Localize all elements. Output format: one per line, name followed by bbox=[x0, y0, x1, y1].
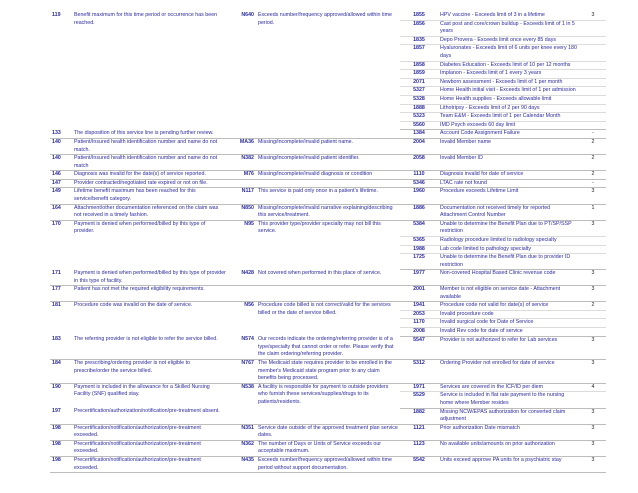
edit-description: Newborn assessment - Exceeds limit of 1 per month bbox=[438, 78, 580, 87]
edit-description: Non-covered Hospital Based Clinic revenue code bbox=[438, 270, 580, 286]
table-row bbox=[50, 302, 606, 311]
category-value bbox=[580, 61, 606, 70]
edit-description: Invalid Member ID bbox=[438, 155, 580, 171]
table-row bbox=[50, 171, 606, 180]
rarc-description: Missing/incomplete/invalid patient name. bbox=[256, 138, 400, 154]
category-value bbox=[580, 328, 606, 337]
rarc-code: N428 bbox=[228, 270, 256, 286]
carc-code: 146 bbox=[50, 171, 72, 180]
edit-description: Invalid procedure code bbox=[438, 310, 580, 319]
rarc-code: N640 bbox=[241, 12, 254, 18]
rarc-description bbox=[256, 179, 400, 188]
carc-description: The disposition of this service line is pending further review. bbox=[72, 130, 228, 139]
category-value bbox=[580, 104, 606, 113]
edit-code: 5365 bbox=[400, 237, 438, 246]
edit-description: No available units/amounts on prior authorization bbox=[438, 440, 580, 456]
carc-code: 147 bbox=[50, 179, 72, 188]
edit-code: 1725 bbox=[400, 254, 438, 270]
edit-description: Unable to determine the Benefit Plan due to provider ID restriction bbox=[438, 254, 580, 270]
rarc-description: Missing/incomplete/invalid patient identifier. bbox=[256, 155, 400, 171]
category-value: 3 bbox=[580, 359, 606, 383]
category-value: 3 bbox=[580, 286, 606, 302]
edit-code: 5547 bbox=[400, 336, 438, 359]
rarc-code: M76 bbox=[228, 171, 256, 180]
edit-description: Team E&M - Exceeds limit of 1 per Calendar Month bbox=[438, 113, 580, 122]
table-row bbox=[50, 383, 606, 392]
rarc-code: N117 bbox=[228, 188, 256, 204]
category-value bbox=[580, 121, 606, 130]
carc-description: Procedure code was invalid on the date of service. bbox=[74, 302, 193, 309]
carc-description: Precertification/notification/authorization/pre-treatment exceeded. bbox=[72, 457, 228, 473]
rarc-description: Service date outside of the approved treatment plan service dates. bbox=[256, 424, 400, 440]
category-value: 2 bbox=[580, 138, 606, 154]
carc-description: The prescribing/ordering provider is not eligible to prescribe/order the service billed. bbox=[72, 359, 228, 383]
carc-code: 198 bbox=[50, 440, 72, 456]
table-row bbox=[50, 220, 606, 236]
carc-code: 198 bbox=[50, 424, 72, 440]
category-value bbox=[580, 45, 606, 61]
edit-description: Missing NCW/EPAS authorization for converted claim adjustment bbox=[438, 408, 580, 424]
carc-description: Provider contracted/negotiated rate expired or not on file. bbox=[72, 179, 228, 188]
category-value bbox=[580, 392, 606, 408]
category-value: 2 bbox=[580, 171, 606, 180]
carc-code: 183 bbox=[50, 336, 72, 359]
carc-description: Precertification/authorization/notification/pre-treatment absent. bbox=[72, 408, 228, 424]
category-value bbox=[580, 87, 606, 96]
rarc-description bbox=[256, 286, 400, 302]
category-value bbox=[580, 78, 606, 87]
carc-description: Lifetime benefit maximum has been reached for this service/benefit category. bbox=[72, 188, 228, 204]
carc-description: Patient/Insured health identification number and name do not match bbox=[72, 155, 228, 171]
edit-description: IMD Psych exceeds 60 day limit bbox=[438, 121, 580, 130]
rarc-code: N435 bbox=[228, 457, 256, 473]
category-value: 2 bbox=[580, 302, 606, 311]
carc-code: 140 bbox=[50, 138, 72, 154]
edit-description: Implanon - Exceeds limit of 1 every 3 years bbox=[438, 70, 580, 79]
carc-description: Diagnosis was invalid for the date(s) of service reported. bbox=[72, 171, 228, 180]
edit-code: 1960 bbox=[400, 188, 438, 204]
table-row bbox=[50, 270, 606, 286]
category-value: 3 bbox=[580, 188, 606, 204]
category-value bbox=[580, 20, 606, 36]
table-row bbox=[50, 188, 606, 204]
rarc-code: N56 bbox=[244, 302, 254, 309]
table-row bbox=[50, 138, 606, 154]
edit-description: Invalid surgical code for Date of Service bbox=[438, 319, 580, 328]
carc-code: 119 bbox=[52, 12, 61, 18]
carc-code: 149 bbox=[50, 188, 72, 204]
edit-code: 1170 bbox=[400, 319, 438, 328]
edit-code: 1121 bbox=[400, 424, 438, 440]
edit-code: 5328 bbox=[400, 95, 438, 104]
table-row bbox=[50, 424, 606, 440]
edit-code: 1941 bbox=[400, 302, 438, 311]
rarc-code: N95 bbox=[244, 220, 254, 227]
edit-description: Procedure exceeds Lifetime Limit bbox=[438, 188, 580, 204]
category-value: 3 bbox=[580, 220, 606, 236]
edit-description: Services are covered in the ICF/ID per diem bbox=[438, 383, 580, 392]
edit-description: Provider is not authorized to refer for Lab services bbox=[438, 336, 580, 359]
rarc-code: N382 bbox=[228, 155, 256, 171]
edit-code: 2004 bbox=[400, 138, 438, 154]
carc-description: Precertification/notification/authorization/pre-treatment exceeded. bbox=[72, 424, 228, 440]
carc-description: Payment is denied when performed/billed by this type of provider in this type of facility. bbox=[72, 270, 228, 286]
edit-description: Home Health supplies - Exceeds allowable limit bbox=[438, 95, 580, 104]
edit-code: 2008 bbox=[400, 328, 438, 337]
carc-code: 181 bbox=[52, 302, 61, 309]
edit-code: 1988 bbox=[400, 245, 438, 254]
carc-description: The referring provider is not eligible to refer the service billed. bbox=[72, 336, 228, 359]
category-value: 3 bbox=[580, 440, 606, 456]
edit-description: Lab code limited to pathology specialty bbox=[438, 245, 580, 254]
rarc-description: Missing/incomplete/invalid narrative explaining/describing this service/treatment. bbox=[256, 204, 400, 220]
rarc-description: This service is paid only once in a patient's lifetime. bbox=[256, 188, 400, 204]
edit-description: Diabetes Education - Exceeds limit of 10 per 12 months bbox=[438, 61, 580, 70]
carc-description: Patient has not met the required eligibility requirements. bbox=[72, 286, 228, 302]
edit-code: 1856 bbox=[400, 20, 438, 36]
category-value: 3 bbox=[580, 457, 606, 473]
denial-codes-table bbox=[50, 12, 606, 473]
rarc-description: Missing/incomplete/invalid diagnosis or condition bbox=[256, 171, 400, 180]
edit-description: Account Code Assignment Failure bbox=[438, 130, 580, 139]
category-value bbox=[580, 319, 606, 328]
edit-description: Member is not eligible on service date - Attachment available bbox=[438, 286, 580, 302]
table-row bbox=[50, 359, 606, 383]
rarc-code: N767 bbox=[228, 359, 256, 383]
category-value: 4 bbox=[580, 383, 606, 392]
carc-code: 177 bbox=[50, 286, 72, 302]
rarc-description: Procedure code billed is not correct/valid for the services billed or the date of service billed. bbox=[258, 302, 391, 316]
table-row bbox=[50, 204, 606, 220]
rarc-code: N362 bbox=[228, 440, 256, 456]
table-body bbox=[50, 12, 606, 473]
rarc-description: Exceeds number/frequency approved/allowed within time period without support documentation. bbox=[256, 457, 400, 473]
rarc-description: The Medicaid state requires provider to be enrolled in the member's Medicaid state program prior to any claim benefits being processed. bbox=[256, 359, 400, 383]
edit-description: Cast post and core/crown buildup - Exceeds limit of 1 in 5 years bbox=[438, 20, 580, 36]
category-value bbox=[580, 95, 606, 104]
edit-description: Ordering Provider not enrolled for date of service bbox=[438, 359, 580, 383]
edit-code: 1123 bbox=[400, 440, 438, 456]
rarc-code: N850 bbox=[228, 204, 256, 220]
rarc-code: MA36 bbox=[228, 138, 256, 154]
rarc-description: Our records indicate the ordering/referring provider is of a type/specialty that cannot order or refer. Please verify that the claim ordering/referring provider. bbox=[256, 336, 400, 359]
rarc-code: N538 bbox=[241, 383, 254, 390]
edit-code: 1858 bbox=[400, 61, 438, 70]
edit-code: 1859 bbox=[400, 70, 438, 79]
table-row bbox=[50, 12, 606, 20]
rarc-description bbox=[256, 408, 400, 424]
edit-description: LTAC rate not found bbox=[438, 179, 580, 188]
carc-description: Attachment/other documentation referenced on the claim was not received in a timely fashion. bbox=[72, 204, 228, 220]
edit-description: Diagnosis invalid for date of service bbox=[438, 171, 580, 180]
category-value: 1 bbox=[580, 204, 606, 220]
rarc-description bbox=[256, 130, 400, 139]
edit-description: Units exceed approve PA units for a psychiatric stay bbox=[438, 457, 580, 473]
edit-code: 5312 bbox=[400, 359, 438, 383]
edit-code: 2058 bbox=[400, 155, 438, 171]
category-value: 3 bbox=[580, 12, 606, 20]
table-row bbox=[50, 155, 606, 171]
carc-code: 197 bbox=[50, 408, 72, 424]
edit-code: 5384 bbox=[400, 220, 438, 236]
edit-code: 5323 bbox=[400, 113, 438, 122]
category-value bbox=[580, 310, 606, 319]
edit-description: Service is included in flat rate payment to the nursing home where Member resides bbox=[438, 392, 580, 408]
rarc-description: Exceeds number/frequency approved/allowed within time period. bbox=[258, 12, 392, 26]
rarc-code bbox=[228, 286, 256, 302]
category-value: 2 bbox=[580, 155, 606, 171]
edit-description: Home Health initial visit - Exceeds limit of 1 per admission bbox=[438, 87, 580, 96]
edit-code: 1110 bbox=[400, 171, 438, 180]
edit-code: 1882 bbox=[400, 408, 438, 424]
edit-description: Lithotripsy - Exceeds limit of 2 per 90 days bbox=[438, 104, 580, 113]
rarc-description: The number of Days or Units of Service exceeds our acceptable maximum. bbox=[256, 440, 400, 456]
category-value bbox=[580, 237, 606, 246]
carc-description: Precertification/notification/authorization/pre-treatment exceeded. bbox=[72, 440, 228, 456]
carc-description: Payment is denied when performed/billed by this type of provider. bbox=[74, 220, 206, 235]
edit-code: 1886 bbox=[400, 204, 438, 220]
edit-code: 1971 bbox=[400, 383, 438, 392]
carc-code: 164 bbox=[50, 204, 72, 220]
table-row bbox=[50, 130, 606, 139]
category-value bbox=[580, 70, 606, 79]
edit-code: 2053 bbox=[400, 310, 438, 319]
edit-code: 1384 bbox=[400, 130, 438, 139]
edit-code: 1977 bbox=[400, 270, 438, 286]
edit-code: 5560 bbox=[400, 121, 438, 130]
edit-description: Documentation not received timely for reported Attachment Control Number bbox=[438, 204, 580, 220]
category-value: 3 bbox=[580, 336, 606, 359]
table-row bbox=[50, 336, 606, 359]
carc-code: 133 bbox=[50, 130, 72, 139]
carc-code: 190 bbox=[52, 383, 61, 390]
edit-code: 5542 bbox=[400, 457, 438, 473]
carc-code: 198 bbox=[50, 457, 72, 473]
edit-description: HPV vaccine - Exceeds limit of 3 in a lifetime bbox=[438, 12, 580, 20]
carc-code: 184 bbox=[50, 359, 72, 383]
category-value bbox=[580, 113, 606, 122]
rarc-code: N574 bbox=[228, 336, 256, 359]
edit-description: Prior authorization Date mismatch bbox=[438, 424, 580, 440]
rarc-code: N351 bbox=[228, 424, 256, 440]
category-value: - bbox=[580, 130, 606, 139]
category-value: - bbox=[580, 179, 606, 188]
edit-description: Procedure code not valid for date(s) of service bbox=[438, 302, 580, 311]
edit-code: 1857 bbox=[400, 45, 438, 61]
carc-description: Payment is included in the allowance for a Skilled Nursing Facility (SNF) qualified stay. bbox=[74, 383, 210, 398]
rarc-description: Not covered when performed in this place of service. bbox=[256, 270, 400, 286]
rarc-code bbox=[228, 130, 256, 139]
edit-description: Depo Provera - Exceeds limit once every 85 days bbox=[438, 36, 580, 45]
carc-description: Benefit maximum for this time period or occurrence has been reached. bbox=[74, 12, 218, 26]
rarc-code bbox=[228, 179, 256, 188]
category-value: 3 bbox=[580, 408, 606, 424]
edit-description: Radiology procedure limited to radiology specialty bbox=[438, 237, 580, 246]
edit-description: Hyaluronates - Exceeds limit of 6 units per knee every 180 days bbox=[438, 45, 580, 61]
edit-description: Invalid Rev code for date of service bbox=[438, 328, 580, 337]
carc-code: 171 bbox=[50, 270, 72, 286]
edit-code: 2071 bbox=[400, 78, 438, 87]
carc-description: Patient/Insured health identification number and name do not match. bbox=[72, 138, 228, 154]
table-row bbox=[50, 457, 606, 473]
rarc-description: This provider type/provider specialty may not bill this service. bbox=[258, 220, 381, 235]
edit-code: 5327 bbox=[400, 87, 438, 96]
rarc-description: A facility is responsible for payment to outside providers who furnish these services/supplies/drugs to its patients/residents. bbox=[258, 383, 389, 405]
table-row bbox=[50, 440, 606, 456]
edit-description: Unable to determine the Benefit Plan due to PT/SP/SSP restriction bbox=[438, 220, 580, 236]
category-value bbox=[580, 245, 606, 254]
edit-code: 5529 bbox=[400, 392, 438, 408]
edit-code: 5346 bbox=[400, 179, 438, 188]
table-row bbox=[50, 179, 606, 188]
category-value bbox=[580, 36, 606, 45]
edit-description: Invalid Member name bbox=[438, 138, 580, 154]
category-value: 3 bbox=[580, 424, 606, 440]
carc-code: 170 bbox=[52, 220, 61, 227]
category-value bbox=[580, 254, 606, 270]
edit-code: 1855 bbox=[400, 12, 438, 20]
category-value: 3 bbox=[580, 270, 606, 286]
table-row bbox=[50, 408, 606, 424]
edit-code: 2001 bbox=[400, 286, 438, 302]
carc-code: 140 bbox=[50, 155, 72, 171]
table-row bbox=[50, 286, 606, 302]
rarc-code bbox=[228, 408, 256, 424]
edit-code: 1835 bbox=[400, 36, 438, 45]
edit-code: 1888 bbox=[400, 104, 438, 113]
